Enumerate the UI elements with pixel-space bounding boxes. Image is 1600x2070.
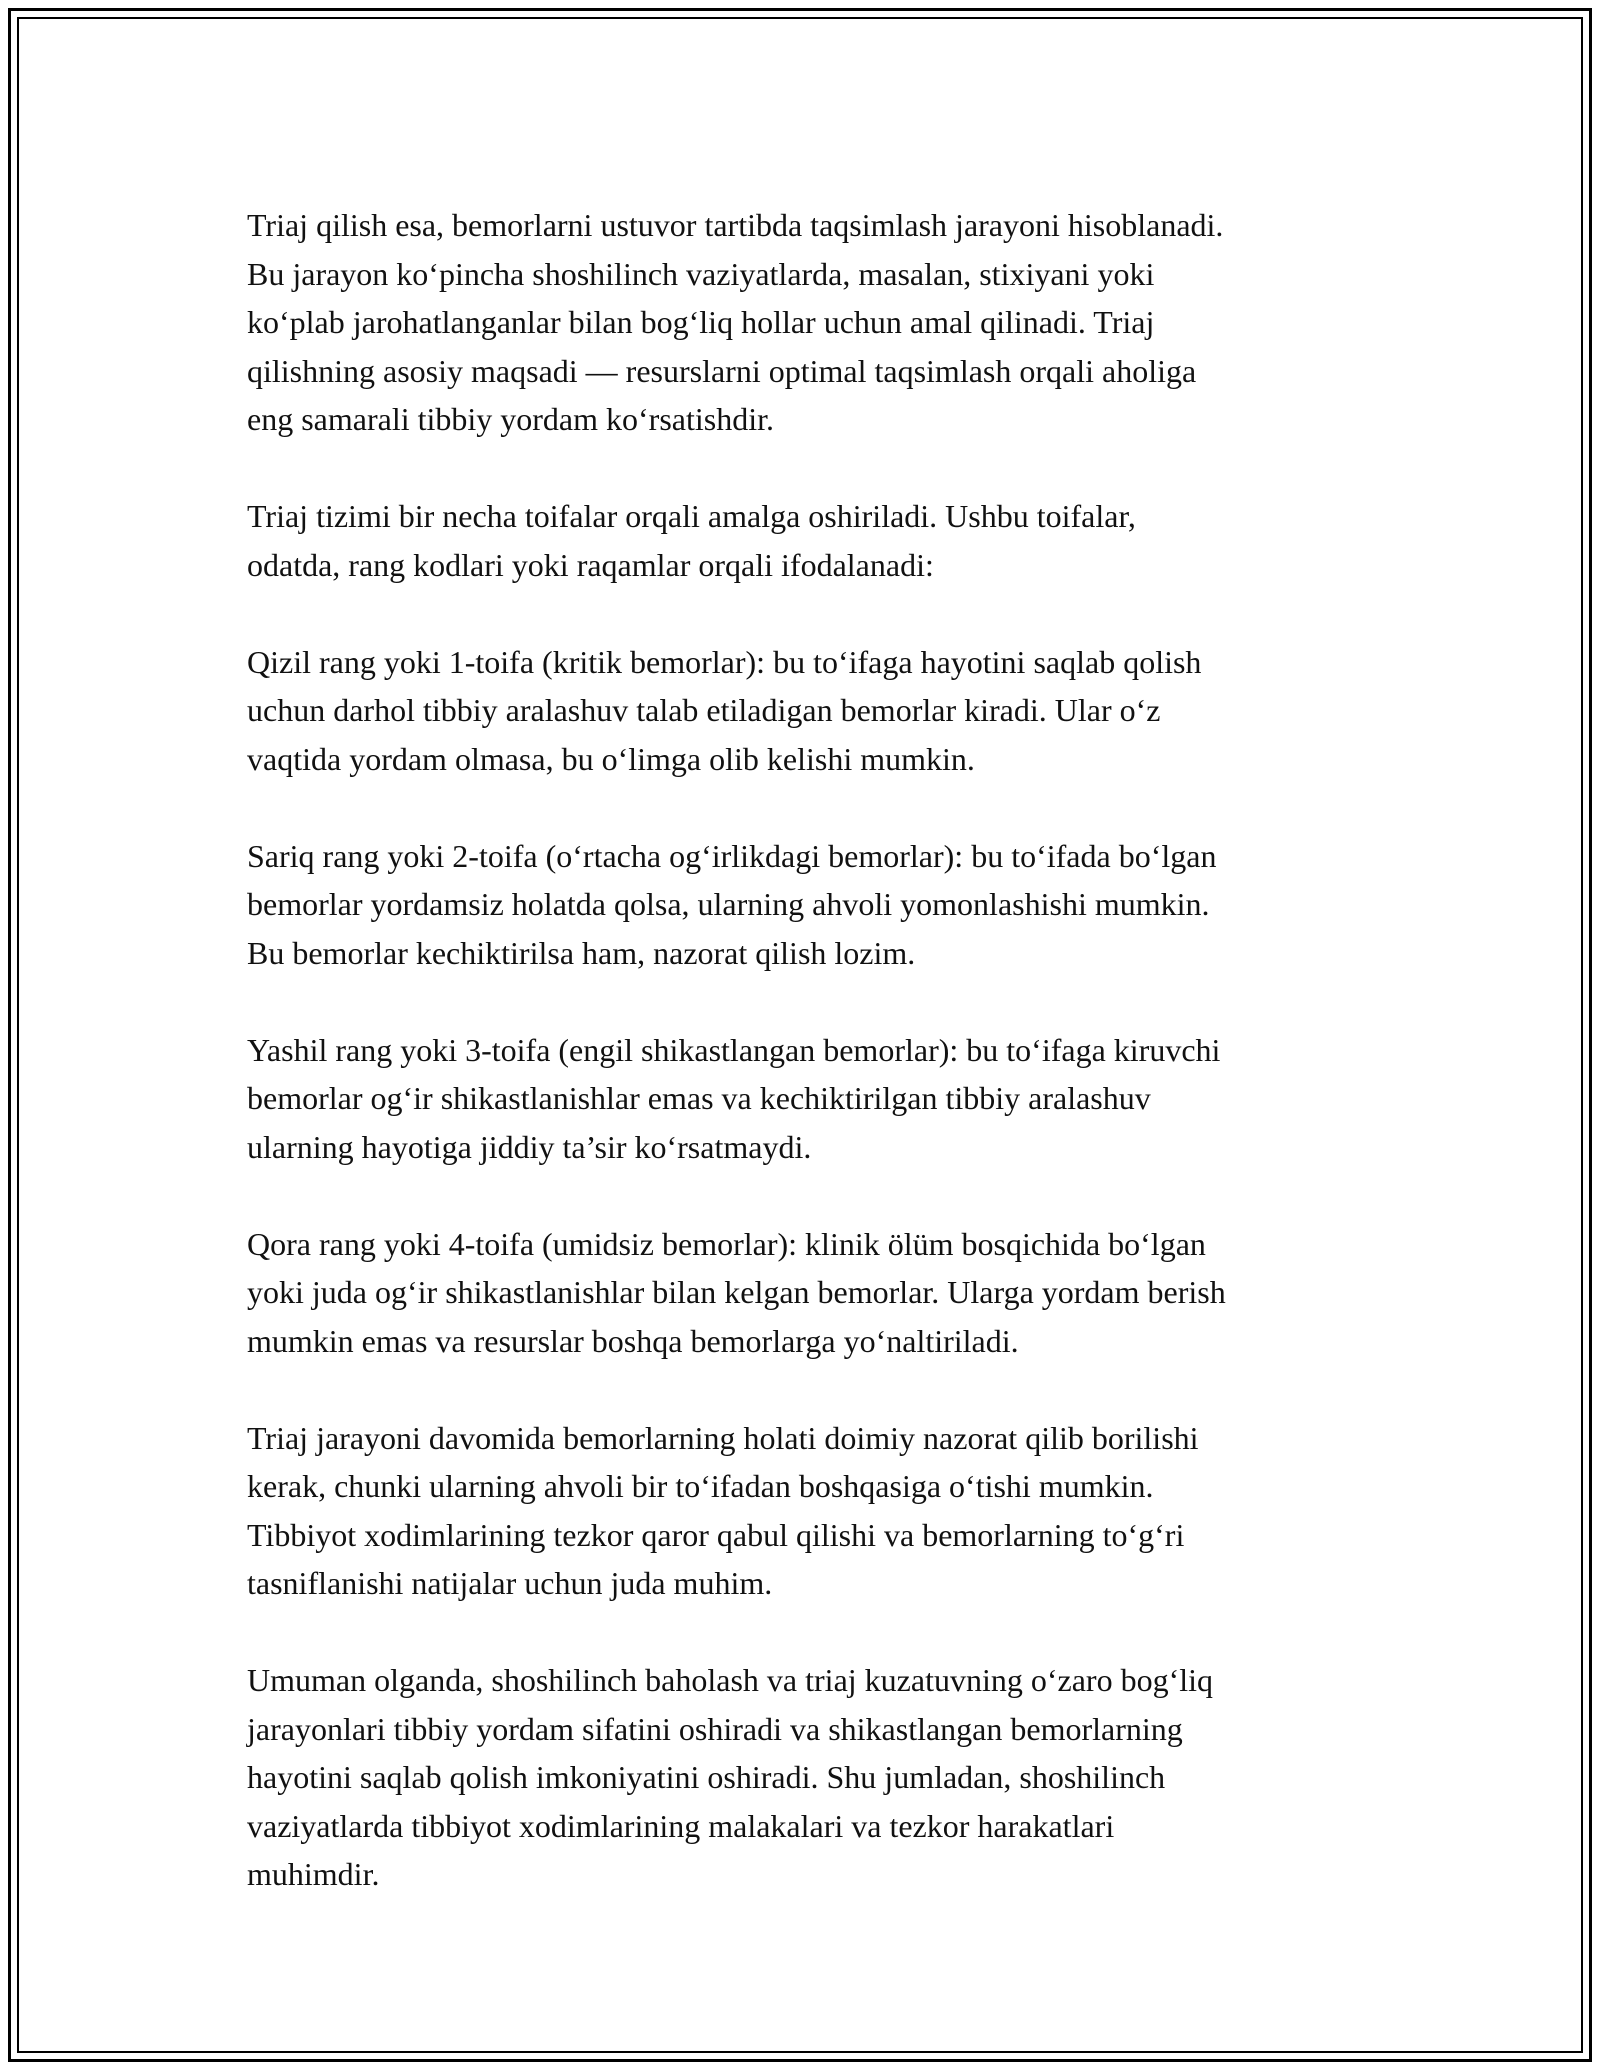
paragraph-conclusion	[247, 1656, 1387, 1899]
text-line: Bu jarayon ko‘pincha shoshilinch vaziyatlarda, masalan, stixiyani yoki	[247, 255, 1155, 292]
text-line: odatda, rang kodlari yoki raqamlar orqali ifodalanadi:	[247, 546, 934, 583]
text-line: Umuman olganda, shoshilinch baholash va triaj kuzatuvning o‘zaro bog‘liq	[247, 1662, 1213, 1698]
paragraph-monitoring	[247, 1414, 1387, 1608]
text-line: Bu bemorlar kechiktirilsa ham, nazorat qilish lozim.	[247, 934, 916, 971]
text-line: ularning hayotiga jiddiy ta’sir ko‘rsatmaydi.	[247, 1128, 812, 1165]
text-line: Sariq rang yoki 2-toifa (o‘rtacha og‘irlikdagi bemorlar): bu to‘ifada bo‘lgan	[247, 837, 1217, 874]
text-line: uchun darhol tibbiy aralashuv talab etiladigan bemorlar kiradi. Ular o‘z	[247, 692, 1161, 728]
text-line: vaqtida yordam olmasa, bu o‘limga olib kelishi mumkin.	[247, 740, 975, 777]
text-line: tasniflanishi natijalar uchun juda muhim.	[247, 1565, 773, 1601]
text-line: muhimdir.	[247, 1856, 380, 1892]
text-line: qilishning asosiy maqsadi — resurslarni optimal taqsimlash orqali aholiga	[247, 352, 1197, 389]
text-line: bemorlar yordamsiz holatda qolsa, ularning ahvoli yomonlashishi mumkin.	[247, 886, 1210, 922]
text-line: Triaj jarayoni davomida bemorlarning holati doimiy nazorat qilib borilishi	[247, 1419, 1199, 1456]
text-line: mumkin emas va resurslar boshqa bemorlarga yo‘naltiriladi.	[247, 1322, 1019, 1359]
paragraph-triage-definition	[247, 201, 1387, 444]
document-body	[247, 201, 1387, 1947]
text-line: Qora rang yoki 4-toifa (umidsiz bemorlar): klinik ölüm bosqichida bo‘lgan	[247, 1225, 1206, 1262]
text-line: eng samarali tibbiy yordam ko‘rsatishdir.	[247, 401, 774, 437]
text-line: yoki juda og‘ir shikastlanishlar bilan kelgan bemorlar. Ularga yordam berish	[247, 1274, 1226, 1310]
paragraph-red-category	[247, 638, 1387, 784]
text-line: ko‘plab jarohatlanganlar bilan bog‘liq hollar uchun amal qilinadi. Triaj	[247, 304, 1155, 340]
text-line: Triaj qilish esa, bemorlarni ustuvor tartibda taqsimlash jarayoni hisoblanadi.	[247, 207, 1224, 243]
page-frame	[8, 8, 1592, 2062]
text-line: hayotini saqlab qolish imkoniyatini oshiradi. Shu jumladan, shoshilinch	[247, 1759, 1166, 1795]
text-line: vaziyatlarda tibbiyot xodimlarining malakalari va tezkor harakatlari	[247, 1807, 1115, 1844]
text-line: Yashil rang yoki 3-toifa (engil shikastlangan bemorlar): bu to‘ifaga kiruvchi	[247, 1031, 1221, 1068]
text-line: Qizil rang yoki 1-toifa (kritik bemorlar): bu to‘ifaga hayotini saqlab qolish	[247, 643, 1202, 680]
text-line: kerak, chunki ularning ahvoli bir to‘ifadan boshqasiga o‘tishi mumkin.	[247, 1468, 1154, 1504]
text-line: Triaj tizimi bir necha toifalar orqali amalga oshiriladi. Ushbu toifalar,	[247, 498, 1136, 534]
text-line: bemorlar og‘ir shikastlanishlar emas va kechiktirilgan tibbiy aralashuv	[247, 1080, 1151, 1116]
paragraph-green-category	[247, 1026, 1387, 1172]
paragraph-yellow-category	[247, 832, 1387, 978]
text-line: jarayonlari tibbiy yordam sifatini oshiradi va shikastlangan bemorlarning	[247, 1710, 1183, 1747]
text-line: Tibbiyot xodimlarining tezkor qaror qabul qilishi va bemorlarning to‘g‘ri	[247, 1516, 1185, 1553]
paragraph-triage-system	[247, 492, 1387, 589]
paragraph-black-category	[247, 1220, 1387, 1366]
